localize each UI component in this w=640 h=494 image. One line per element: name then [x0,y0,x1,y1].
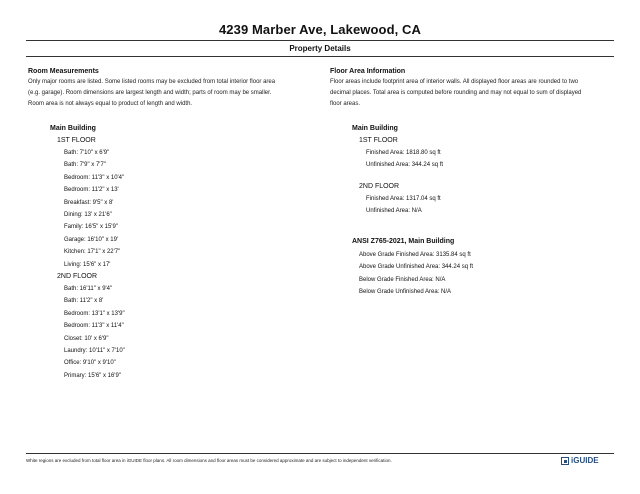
area-item: Finished Area: 1818.80 sq ft [366,150,441,156]
iguide-logo [561,456,599,466]
room-item: Bath: 7'9" x 7'7" [64,162,106,169]
divider [26,40,614,41]
room-item: Bath: 7'10" x 6'9" [64,150,110,156]
room-item: Bedroom: 13'1" x 13'9" [64,310,125,317]
floor-area-section [330,67,620,110]
room-item: Breakfast: 9'5" x 8' [64,199,114,206]
room-floor-1-name: 1ST FLOOR [57,137,96,144]
room-measurements-heading: Room Measurements [28,68,99,75]
room-item: Family: 16'5" x 15'9" [64,224,118,231]
room-item: Primary: 15'6" x 16'9" [64,372,121,379]
area-item: Unfinished Area: N/A [366,208,422,215]
room-item: Dining: 13' x 21'6" [64,211,112,218]
room-item: Bath: 11'2" x 8' [64,298,104,305]
iguide-logo-text: iGUIDE [571,456,599,465]
page-subtitle: Property Details [289,44,351,53]
area-item: Unfinished Area: 344.24 sq ft [366,162,444,169]
ansi-item: Below Grade Finished Area: N/A [359,276,446,283]
iguide-logo-icon [561,457,569,465]
room-item: Office: 9'10" x 9'10" [64,360,116,367]
floor-area-heading: Floor Area Information [330,68,406,75]
area-floor-2-name: 2ND FLOOR [359,183,400,190]
room-measurements-description-line: Room area is not always equal to product of length and width. [28,101,193,107]
floor-area-description-line: decimal places. Total area is computed before rounding and may not equal to sum of displayed [330,90,582,96]
room-item: Closet: 10' x 6'9" [64,335,109,342]
room-measurements-description-line: Only major rooms are listed. Some listed rooms may be excluded from total interior floor area [28,79,276,85]
page-title: 4239 Marber Ave, Lakewood, CA [218,22,422,37]
area-floor-1-list [366,147,443,172]
room-measurements-section [28,67,318,110]
area-floor-1-name: 1ST FLOOR [359,137,398,144]
floor-area-description-line: Floor areas include footprint area of interior walls. All displayed floor areas are rounded to two [330,79,579,85]
room-building-name: Main Building [50,125,96,132]
room-item: Bedroom: 11'2" x 13' [64,187,119,194]
room-floor-2-name: 2ND FLOOR [57,273,98,280]
area-building-name: Main Building [352,125,398,132]
area-floor-2-list [366,193,441,218]
area-item: Finished Area: 1317.04 sq ft [366,196,441,202]
room-item: Garage: 16'10" x 19' [64,236,119,243]
ansi-item: Above Grade Finished Area: 3135.84 sq ft [359,252,471,258]
room-floor-1-list [64,147,124,271]
ansi-item: Above Grade Unfinished Area: 344.24 sq ft [359,264,474,271]
room-item: Bath: 16'11" x 9'4" [64,286,113,292]
footer-disclaimer: White regions are excluded from total floor area in iGUIDE floor plans. All room dimensions and floor areas must be considered approximate and are subject to independent verification. [26,458,392,463]
ansi-list [359,249,473,299]
room-measurements-description-line: (e.g. garage). Room dimensions are largest length and width; parts of room may be smaller. [28,90,272,96]
room-item: Bedroom: 11'3" x 10'4" [64,174,125,181]
room-floor-2-list [64,283,125,382]
room-item: Laundry: 10'11" x 7'10" [64,347,125,354]
ansi-heading: ANSI Z765-2021, Main Building [352,238,455,245]
room-item: Kitchen: 17'1" x 22'7" [64,249,121,256]
divider [26,56,614,57]
footer-divider [26,453,614,454]
floor-area-description-line: floor areas. [330,101,361,107]
ansi-item: Below Grade Unfinished Area: N/A [359,289,452,296]
room-item: Living: 15'6" x 17' [64,261,111,268]
room-item: Bedroom: 11'3" x 11'4" [64,323,124,330]
